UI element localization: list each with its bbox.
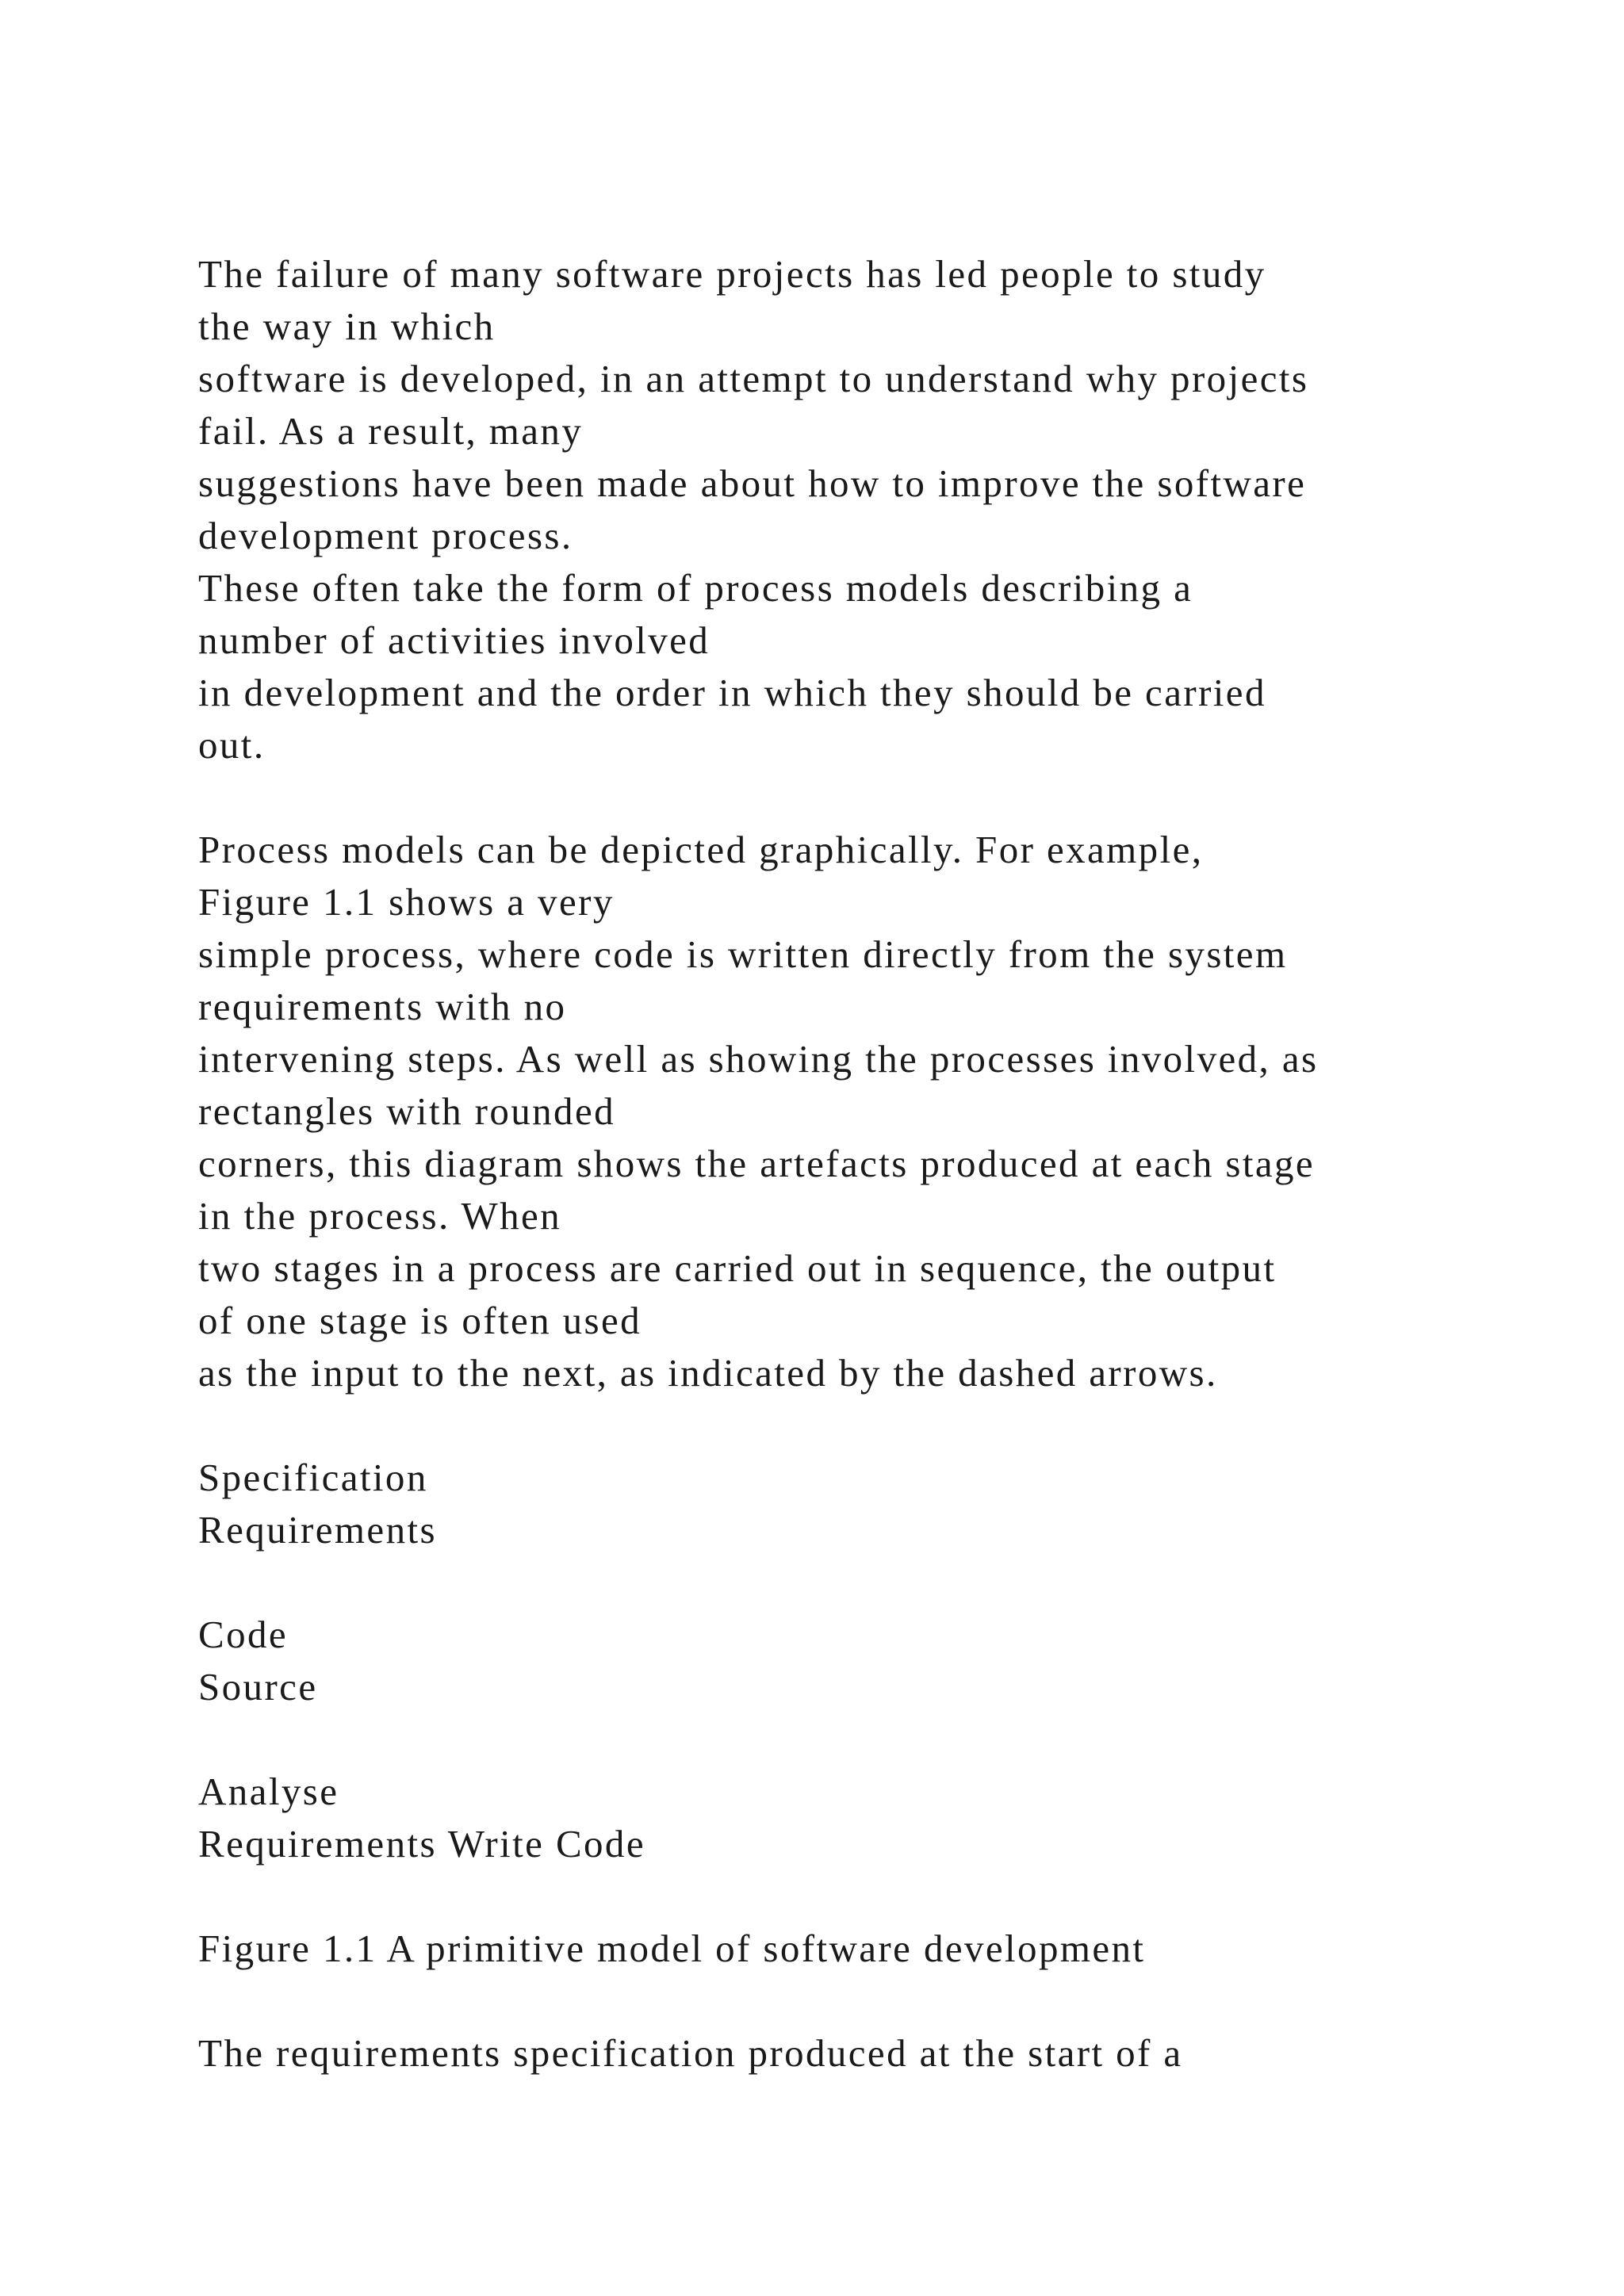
text-line: the way in which — [198, 304, 496, 348]
figure-caption — [198, 1923, 1546, 1975]
text-line: intervening steps. As well as showing the processes involved, as — [198, 1037, 1319, 1081]
figure-label: Source — [198, 1665, 318, 1709]
text-line: requirements with no — [198, 985, 567, 1028]
document-text — [198, 248, 1546, 2080]
text-line: software is developed, in an attempt to understand why projects — [198, 357, 1309, 400]
text-line: development process. — [198, 514, 573, 557]
paragraph-requirements-spec — [198, 2027, 1546, 2080]
figure-label: Specification — [198, 1456, 428, 1499]
paragraph-gap — [198, 1556, 1546, 1609]
text-line: two stages in a process are carried out in sequence, the output — [198, 1246, 1277, 1290]
text-line: The requirements specification produced at the start of a — [198, 2031, 1183, 2075]
text-line: The failure of many software projects has led people to study — [198, 252, 1266, 296]
paragraph-gap — [198, 1975, 1546, 2027]
text-line: fail. As a result, many — [198, 409, 584, 453]
text-line: Figure 1.1 shows a very — [198, 880, 615, 924]
text-line: simple process, where code is written directly from the system — [198, 932, 1288, 976]
text-line: in development and the order in which they should be carried — [198, 671, 1266, 714]
text-line: Process models can be depicted graphically. For example, — [198, 828, 1204, 871]
text-line: in the process. When — [198, 1194, 562, 1238]
figure-label: Requirements Write Code — [198, 1822, 645, 1866]
text-line: corners, this diagram shows the artefacts produced at each stage — [198, 1142, 1316, 1185]
figure-label: Requirements — [198, 1508, 437, 1552]
text-line: of one stage is often used — [198, 1299, 642, 1342]
paragraph-gap — [198, 1399, 1546, 1452]
figure-label: Analyse — [198, 1770, 339, 1813]
text-line: These often take the form of process models describing a — [198, 566, 1193, 610]
figure-labels-artefact-requirements — [198, 1452, 1546, 1556]
paragraph-process-models — [198, 824, 1546, 1399]
text-line: suggestions have been made about how to improve the software — [198, 461, 1307, 505]
paragraph-gap — [198, 1870, 1546, 1923]
figure-label: Code — [198, 1613, 289, 1656]
figure-labels-processes — [198, 1766, 1546, 1870]
paragraph-gap — [198, 1713, 1546, 1766]
text-line: out. — [198, 723, 266, 767]
paragraph-failure-of-projects — [198, 248, 1546, 771]
figure-caption-text: Figure 1.1 A primitive model of software development — [198, 1927, 1146, 1970]
text-line: rectangles with rounded — [198, 1089, 615, 1133]
figure-labels-artefact-code — [198, 1609, 1546, 1713]
text-line: number of activities involved — [198, 618, 710, 662]
text-line: as the input to the next, as indicated by the dashed arrows. — [198, 1351, 1218, 1395]
paragraph-gap — [198, 771, 1546, 824]
